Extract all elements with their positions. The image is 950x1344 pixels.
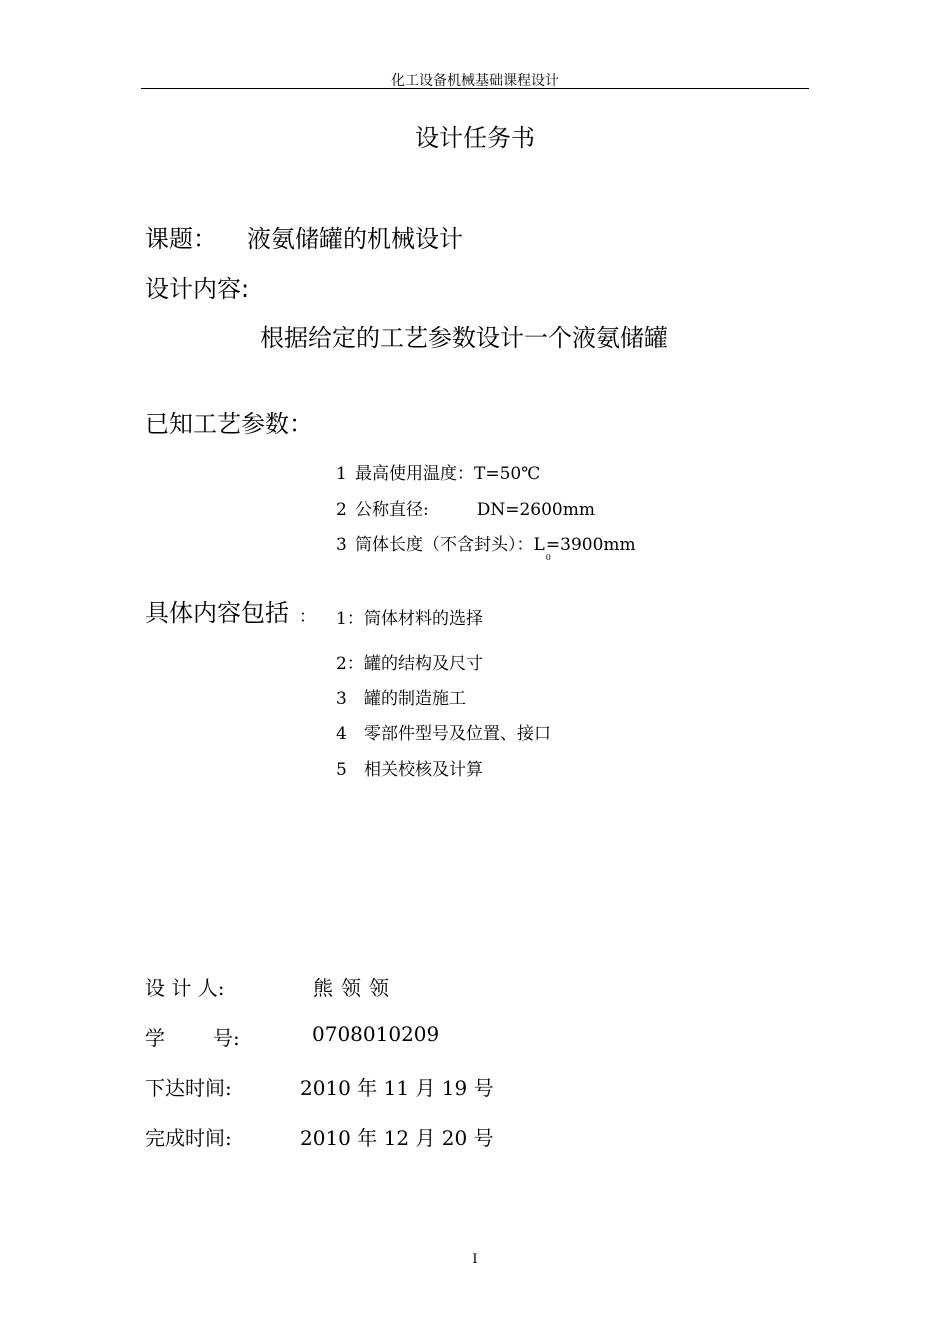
param-number: 2 <box>336 500 347 520</box>
designer-value: 熊领领 <box>313 976 397 1000</box>
param-number: 3 <box>336 535 347 555</box>
list-item <box>336 719 551 744</box>
param-name: 最高使用温度： <box>355 464 474 484</box>
param-value-suffix: =3900mm <box>545 535 636 555</box>
student-id-label-part: 学 <box>145 1026 165 1050</box>
includes-label: 具体内容包括 <box>145 599 289 627</box>
list-item <box>336 604 483 629</box>
subject-label: 课题： <box>145 225 217 253</box>
list-item <box>336 755 483 780</box>
item-text: 相关校核及计算 <box>364 760 483 780</box>
item-text: 零部件型号及位置、接口 <box>364 724 551 744</box>
param-number: 1 <box>336 464 347 484</box>
list-item <box>336 649 483 674</box>
designer-label: 设 计 人: <box>145 976 225 1000</box>
param-item <box>336 495 595 520</box>
issue-date-value: 2010 年 11 月 19 号 <box>300 1076 494 1100</box>
item-text: 筒体材料的选择 <box>364 609 483 629</box>
param-value: DN=2600mm <box>476 500 595 520</box>
item-number: 1： <box>336 609 364 629</box>
param-value-prefix: L <box>533 535 545 555</box>
page-title: 设计任务书 <box>415 124 535 152</box>
param-name: 公称直径: <box>355 500 429 520</box>
complete-date-label: 完成时间: <box>145 1126 232 1150</box>
content-label: 设计内容: <box>145 275 250 303</box>
item-number: 2： <box>336 654 364 674</box>
header-rule <box>141 88 809 89</box>
item-number: 5 <box>336 760 347 780</box>
complete-date-value: 2010 年 12 月 20 号 <box>300 1126 494 1150</box>
issue-date-label: 下达时间: <box>145 1076 232 1100</box>
param-value-subscript: 0 <box>545 553 551 562</box>
item-text: 罐的结构及尺寸 <box>364 654 483 674</box>
includes-colon: ： <box>299 607 316 627</box>
item-number: 3 <box>336 689 347 709</box>
student-id-value: 0708010209 <box>312 1022 440 1046</box>
content-text: 根据给定的工艺参数设计一个液氨储罐 <box>260 324 668 352</box>
param-name: 筒体长度（不含封头）： <box>355 535 534 555</box>
param-item <box>336 459 540 484</box>
page-header: 化工设备机械基础课程设计 <box>391 73 559 89</box>
item-number: 4 <box>336 724 347 744</box>
list-item <box>336 684 466 709</box>
params-label: 已知工艺参数： <box>145 410 313 438</box>
param-item <box>336 530 636 562</box>
subject-value: 液氨储罐的机械设计 <box>247 225 463 253</box>
item-text: 罐的制造施工 <box>364 689 466 709</box>
student-id-label-part: 号: <box>213 1026 240 1050</box>
page-number: I <box>472 1252 478 1267</box>
param-value: T=50℃ <box>474 464 541 484</box>
student-id-label <box>145 1022 240 1051</box>
